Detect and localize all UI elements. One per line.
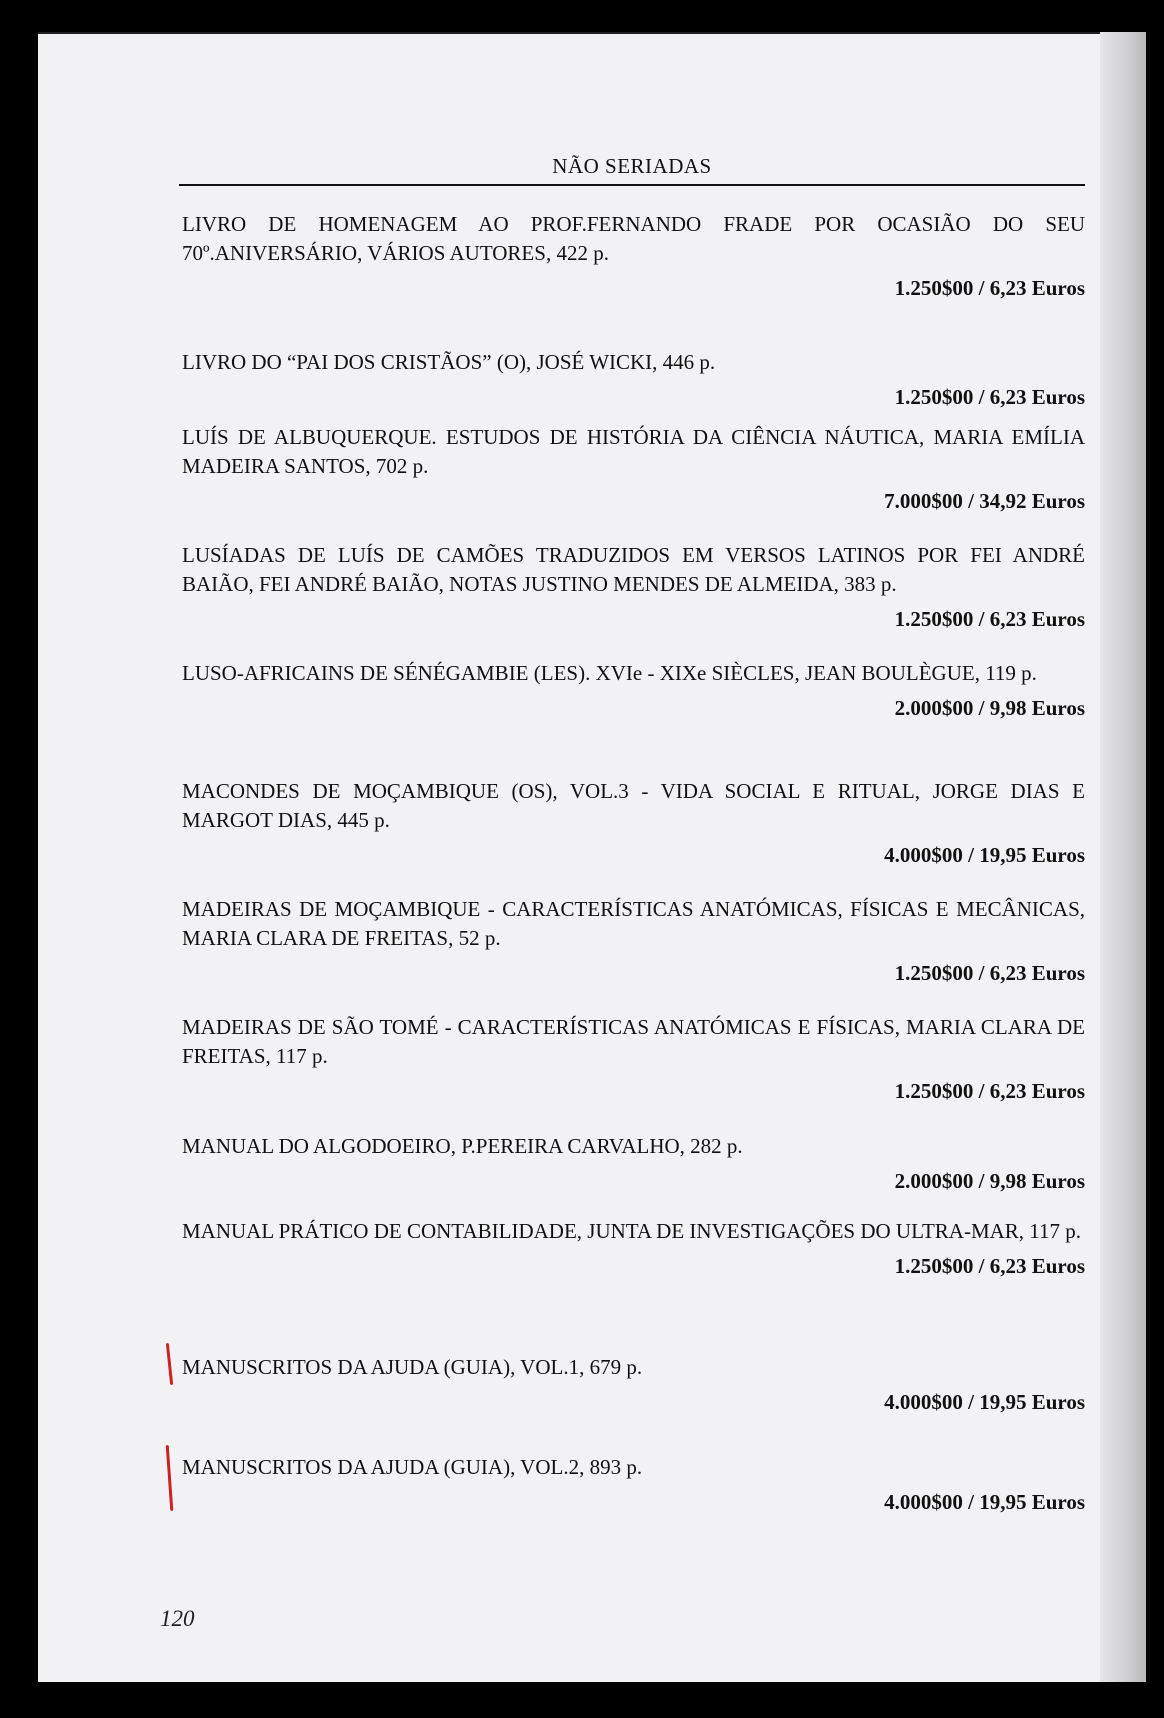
entry-title: MACONDES DE MOÇAMBIQUE (OS), VOL.3 - VIDA SOCIAL E RITUAL, JORGE DIAS E MARGOT DIAS, 445 p. — [182, 779, 1085, 832]
entry-price: 4.000$00 / 19,95 Euros — [884, 1390, 1085, 1414]
catalog-entry — [182, 777, 1085, 869]
entry-title: LUSO-AFRICAINS DE SÉNÉGAMBIE (LES). XVIe - XIXe SIÈCLES, JEAN BOULÈGUE, 119 p. — [182, 661, 1037, 685]
catalog-entry — [182, 1132, 1085, 1195]
entry-title: LUSÍADAS DE LUÍS DE CAMÕES TRADUZIDOS EM VERSOS LATINOS POR FEI ANDRÉ BAIÃO, FEI ANDRÉ BAIÃO, NOTAS JUSTINO MENDES DE ALMEIDA, 383 p. — [182, 543, 1085, 596]
entry-price: 7.000$00 / 34,92 Euros — [884, 489, 1085, 513]
page-gutter-shadow — [1100, 32, 1146, 1682]
entry-title: LIVRO DO “PAI DOS CRISTÃOS” (O), JOSÉ WICKI, 446 p. — [182, 350, 716, 374]
entry-title: LUÍS DE ALBUQUERQUE. ESTUDOS DE HISTÓRIA DA CIÊNCIA NÁUTICA, MARIA EMÍLIA MADEIRA SANTOS, 702 p. — [182, 425, 1085, 478]
catalog-entry — [182, 541, 1085, 633]
entry-title: MANUAL DO ALGODOEIRO, P.PEREIRA CARVALHO, 282 p. — [182, 1134, 743, 1158]
entry-title: MANUSCRITOS DA AJUDA (GUIA), VOL.1, 679 p. — [182, 1355, 643, 1379]
catalog-entry — [182, 1013, 1085, 1105]
entry-title: MANUAL PRÁTICO DE CONTABILIDADE, JUNTA DE INVESTIGAÇÕES DO ULTRA-MAR, 117 p. — [182, 1219, 1082, 1243]
section-header: NÃO SERIADAS — [552, 154, 712, 178]
catalog-entry — [182, 895, 1085, 987]
entry-price: 1.250$00 / 6,23 Euros — [894, 961, 1085, 985]
red-pen-mark — [166, 1445, 174, 1511]
catalog-entry — [182, 348, 1085, 411]
catalog-entry — [182, 1453, 1085, 1516]
entry-price: 1.250$00 / 6,23 Euros — [894, 1254, 1085, 1278]
entry-title: LIVRO DE HOMENAGEM AO PROF.FERNANDO FRADE POR OCASIÃO DO SEU 70º.ANIVERSÁRIO, VÁRIOS AUTORES, 422 p. — [182, 212, 1085, 265]
catalog-entry — [182, 1217, 1085, 1280]
page-top-edge — [38, 32, 1146, 34]
entry-price: 4.000$00 / 19,95 Euros — [884, 1490, 1085, 1514]
catalog-entry — [182, 423, 1085, 515]
entry-price: 1.250$00 / 6,23 Euros — [894, 385, 1085, 409]
entry-title: MANUSCRITOS DA AJUDA (GUIA), VOL.2, 893 p. — [182, 1455, 643, 1479]
entry-price: 1.250$00 / 6,23 Euros — [894, 1079, 1085, 1103]
entry-title: MADEIRAS DE MOÇAMBIQUE - CARACTERÍSTICAS ANATÓMICAS, FÍSICAS E MECÂNICAS, MARIA CLARA DE FREITAS, 52 p. — [182, 897, 1085, 950]
entry-price: 1.250$00 / 6,23 Euros — [894, 276, 1085, 300]
catalog-entry — [182, 210, 1085, 302]
book-page — [38, 32, 1146, 1682]
catalog-entry — [182, 1353, 1085, 1416]
entry-price: 2.000$00 / 9,98 Euros — [894, 696, 1085, 720]
red-pen-mark — [166, 1343, 173, 1385]
entry-title: MADEIRAS DE SÃO TOMÉ - CARACTERÍSTICAS ANATÓMICAS E FÍSICAS, MARIA CLARA DE FREITAS, 117 p. — [182, 1015, 1085, 1068]
page-number: 120 — [160, 1606, 195, 1631]
header-rule — [179, 184, 1085, 186]
entry-price: 4.000$00 / 19,95 Euros — [884, 843, 1085, 867]
entry-price: 2.000$00 / 9,98 Euros — [894, 1169, 1085, 1193]
catalog-entry — [182, 659, 1085, 722]
entry-price: 1.250$00 / 6,23 Euros — [894, 607, 1085, 631]
